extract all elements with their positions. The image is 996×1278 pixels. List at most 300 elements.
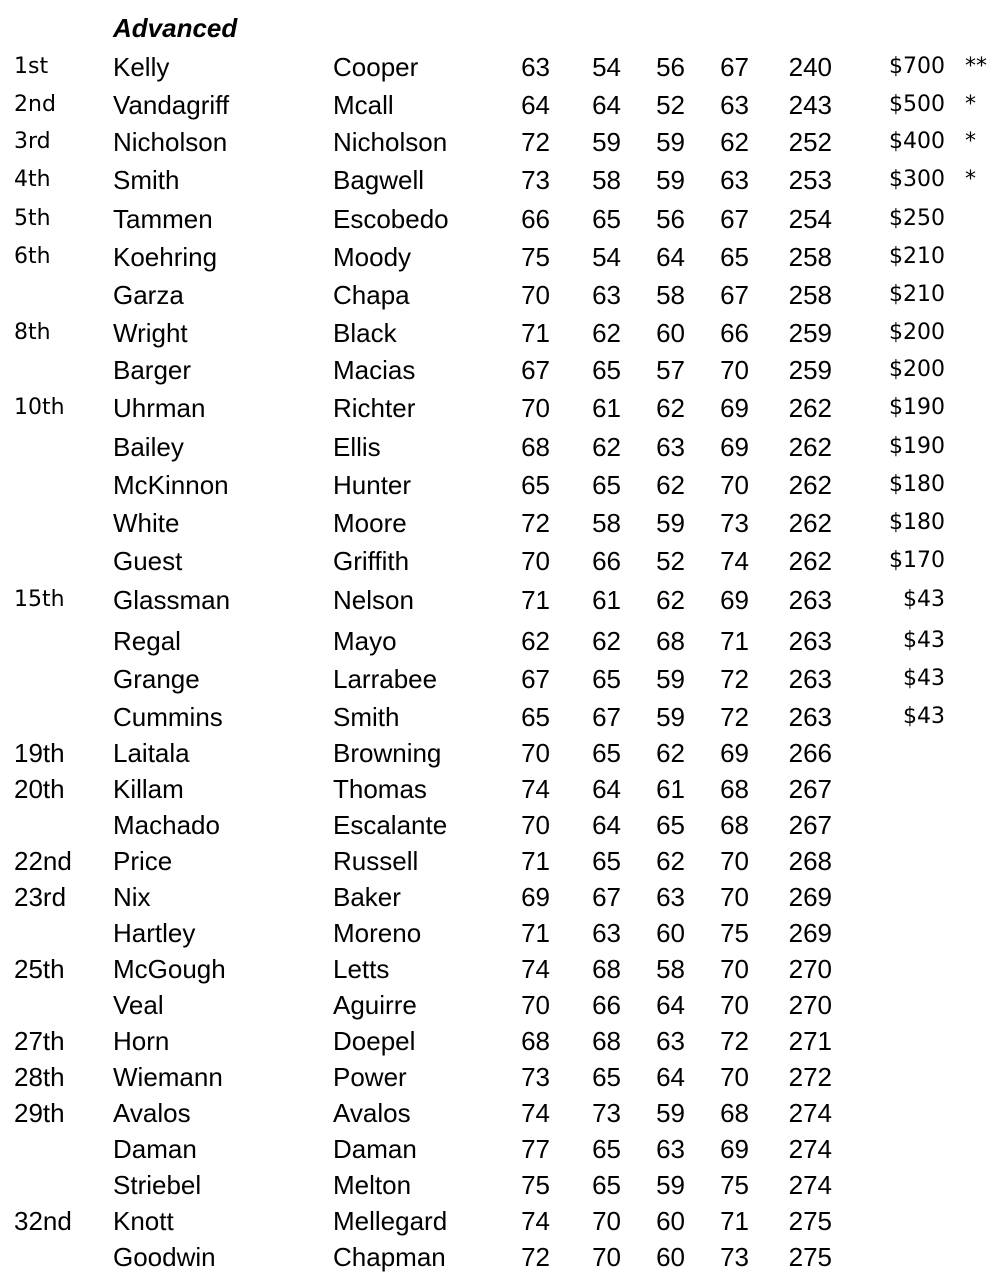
qualifier-mark — [965, 239, 995, 275]
last-name-cell: Black — [333, 318, 397, 348]
round-1-score: 74 — [521, 1098, 550, 1128]
place-cell: 22nd — [14, 846, 72, 876]
prize-amount: $200 — [889, 320, 945, 345]
round-2-score: 62 — [592, 432, 621, 462]
place-cell: 2nd — [14, 92, 56, 117]
place-cell — [14, 1131, 104, 1167]
round-2-score: 58 — [592, 508, 621, 538]
table-row — [0, 699, 996, 735]
total-score: 259 — [788, 355, 832, 385]
round-3-score: 57 — [656, 355, 685, 385]
total-score: 263 — [788, 702, 832, 732]
prize-amount: $190 — [889, 434, 945, 459]
round-4-score: 70 — [720, 990, 749, 1020]
last-name-cell: Avalos — [333, 1098, 411, 1128]
qualifier-mark — [965, 699, 995, 735]
round-3-score: 63 — [656, 1134, 685, 1164]
last-name-cell: Ellis — [333, 432, 381, 462]
table-row — [0, 124, 996, 160]
table-row — [0, 277, 996, 313]
round-3-score: 59 — [656, 664, 685, 694]
qualifier-mark — [965, 201, 995, 237]
prize-amount: $180 — [889, 510, 945, 535]
prize-amount — [850, 771, 945, 807]
round-3-score: 62 — [656, 846, 685, 876]
first-name-cell: Bailey — [113, 432, 184, 462]
round-2-score: 64 — [592, 810, 621, 840]
round-3-score: 59 — [656, 127, 685, 157]
round-2-score: 68 — [592, 954, 621, 984]
table-row — [0, 352, 996, 388]
total-score: 274 — [788, 1098, 832, 1128]
last-name-cell: Aguirre — [333, 990, 417, 1020]
round-1-score: 75 — [521, 242, 550, 272]
table-row — [0, 951, 996, 987]
qualifier-mark — [965, 1239, 995, 1275]
table-row — [0, 1023, 996, 1059]
first-name-cell: Wiemann — [113, 1062, 223, 1092]
last-name-cell: Escobedo — [333, 204, 449, 234]
last-name-cell: Thomas — [333, 774, 427, 804]
table-row — [0, 543, 996, 579]
qualifier-mark — [965, 661, 995, 697]
last-name-cell: Mcall — [333, 90, 394, 120]
round-4-score: 70 — [720, 882, 749, 912]
last-name-cell: Moore — [333, 508, 407, 538]
last-name-cell: Richter — [333, 393, 416, 423]
total-score: 267 — [788, 774, 832, 804]
round-4-score: 74 — [720, 546, 749, 576]
first-name-cell: Nix — [113, 882, 151, 912]
round-3-score: 65 — [656, 810, 685, 840]
qualifier-mark — [965, 582, 995, 618]
place-cell: 19th — [14, 738, 65, 768]
round-1-score: 70 — [521, 738, 550, 768]
total-score: 268 — [788, 846, 832, 876]
round-4-score: 69 — [720, 1134, 749, 1164]
round-2-score: 65 — [592, 846, 621, 876]
prize-amount: $190 — [889, 395, 945, 420]
round-2-score: 62 — [592, 626, 621, 656]
total-score: 267 — [788, 810, 832, 840]
first-name-cell: Hartley — [113, 918, 196, 948]
first-name-cell: Striebel — [113, 1170, 202, 1200]
total-score: 240 — [788, 52, 832, 82]
first-name-cell: Killam — [113, 774, 184, 804]
total-score: 275 — [788, 1242, 832, 1272]
round-1-score: 75 — [521, 1170, 550, 1200]
prize-amount — [850, 1095, 945, 1131]
total-score: 252 — [788, 127, 832, 157]
qualifier-mark — [965, 771, 995, 807]
round-1-score: 68 — [521, 1026, 550, 1056]
table-row — [0, 987, 996, 1023]
prize-amount: $43 — [903, 628, 945, 653]
qualifier-mark — [965, 390, 995, 426]
qualifier-mark: ** — [965, 54, 987, 79]
round-4-score: 69 — [720, 432, 749, 462]
round-2-score: 68 — [592, 1026, 621, 1056]
table-row — [0, 843, 996, 879]
place-cell: 4th — [14, 167, 51, 192]
first-name-cell: Veal — [113, 990, 164, 1020]
last-name-cell: Mayo — [333, 626, 397, 656]
table-row — [0, 201, 996, 237]
prize-amount: $500 — [889, 92, 945, 117]
table-row — [0, 315, 996, 351]
round-1-score: 65 — [521, 470, 550, 500]
total-score: 275 — [788, 1206, 832, 1236]
prize-amount: $250 — [889, 206, 945, 231]
round-2-score: 65 — [592, 1134, 621, 1164]
table-row — [0, 661, 996, 697]
first-name-cell: Laitala — [113, 738, 190, 768]
qualifier-mark — [965, 1203, 995, 1239]
prize-amount — [850, 987, 945, 1023]
round-4-score: 68 — [720, 774, 749, 804]
total-score: 262 — [788, 432, 832, 462]
round-3-score: 62 — [656, 585, 685, 615]
last-name-cell: Moreno — [333, 918, 422, 948]
round-4-score: 70 — [720, 954, 749, 984]
round-1-score: 77 — [521, 1134, 550, 1164]
round-4-score: 70 — [720, 470, 749, 500]
place-cell: 8th — [14, 320, 51, 345]
round-3-score: 52 — [656, 546, 685, 576]
first-name-cell: Smith — [113, 165, 180, 195]
qualifier-mark — [965, 429, 995, 465]
round-3-score: 62 — [656, 470, 685, 500]
qualifier-mark — [965, 1095, 995, 1131]
round-1-score: 69 — [521, 882, 550, 912]
place-cell — [14, 623, 104, 659]
qualifier-mark — [965, 505, 995, 541]
place-cell — [14, 467, 104, 503]
place-cell — [14, 987, 104, 1023]
first-name-cell: White — [113, 508, 180, 538]
round-3-score: 68 — [656, 626, 685, 656]
round-4-score: 72 — [720, 1026, 749, 1056]
round-3-score: 64 — [656, 990, 685, 1020]
place-cell — [14, 661, 104, 697]
round-4-score: 63 — [720, 165, 749, 195]
qualifier-mark: * — [965, 129, 976, 154]
round-3-score: 62 — [656, 393, 685, 423]
round-2-score: 65 — [592, 1062, 621, 1092]
total-score: 263 — [788, 626, 832, 656]
prize-amount — [850, 951, 945, 987]
first-name-cell: Regal — [113, 626, 181, 656]
total-score: 262 — [788, 546, 832, 576]
round-1-score: 71 — [521, 318, 550, 348]
total-score: 266 — [788, 738, 832, 768]
section-title: Advanced — [113, 13, 238, 43]
round-2-score: 65 — [592, 355, 621, 385]
round-2-score: 66 — [592, 546, 621, 576]
place-cell: 1st — [14, 54, 49, 79]
total-score: 271 — [788, 1026, 832, 1056]
round-3-score: 60 — [656, 1206, 685, 1236]
round-1-score: 65 — [521, 702, 550, 732]
table-row — [0, 582, 996, 618]
first-name-cell: Nicholson — [113, 127, 228, 157]
total-score: 254 — [788, 204, 832, 234]
table-row — [0, 1203, 996, 1239]
first-name-cell: Knott — [113, 1206, 174, 1236]
round-4-score: 69 — [720, 585, 749, 615]
first-name-cell: Price — [113, 846, 173, 876]
round-1-score: 70 — [521, 393, 550, 423]
round-4-score: 70 — [720, 1062, 749, 1092]
round-1-score: 73 — [521, 1062, 550, 1092]
prize-amount: $700 — [889, 54, 945, 79]
table-row — [0, 49, 996, 85]
last-name-cell: Russell — [333, 846, 419, 876]
round-2-score: 65 — [592, 470, 621, 500]
qualifier-mark — [965, 915, 995, 951]
first-name-cell: Horn — [113, 1026, 170, 1056]
round-3-score: 62 — [656, 738, 685, 768]
prize-amount — [850, 843, 945, 879]
round-4-score: 71 — [720, 626, 749, 656]
round-3-score: 64 — [656, 1062, 685, 1092]
last-name-cell: Hunter — [333, 470, 412, 500]
last-name-cell: Melton — [333, 1170, 412, 1200]
round-1-score: 71 — [521, 846, 550, 876]
last-name-cell: Moody — [333, 242, 412, 272]
round-1-score: 74 — [521, 954, 550, 984]
prize-amount: $180 — [889, 472, 945, 497]
last-name-cell: Nicholson — [333, 127, 448, 157]
round-3-score: 60 — [656, 1242, 685, 1272]
round-3-score: 58 — [656, 280, 685, 310]
place-cell: 29th — [14, 1098, 65, 1128]
total-score: 243 — [788, 90, 832, 120]
round-2-score: 64 — [592, 774, 621, 804]
qualifier-mark — [965, 843, 995, 879]
round-2-score: 63 — [592, 918, 621, 948]
round-2-score: 66 — [592, 990, 621, 1020]
first-name-cell: Garza — [113, 280, 184, 310]
first-name-cell: Avalos — [113, 1098, 191, 1128]
last-name-cell: Nelson — [333, 585, 414, 615]
total-score: 263 — [788, 585, 832, 615]
prize-amount: $170 — [889, 548, 945, 573]
qualifier-mark — [965, 807, 995, 843]
round-1-score: 72 — [521, 127, 550, 157]
qualifier-mark — [965, 315, 995, 351]
table-row — [0, 429, 996, 465]
total-score: 262 — [788, 470, 832, 500]
qualifier-mark: * — [965, 167, 976, 192]
round-4-score: 69 — [720, 393, 749, 423]
round-1-score: 72 — [521, 508, 550, 538]
place-cell — [14, 352, 104, 388]
table-row — [0, 879, 996, 915]
first-name-cell: Glassman — [113, 585, 231, 615]
round-1-score: 74 — [521, 774, 550, 804]
qualifier-mark — [965, 1023, 995, 1059]
round-3-score: 64 — [656, 242, 685, 272]
round-4-score: 73 — [720, 1242, 749, 1272]
first-name-cell: Koehring — [113, 242, 218, 272]
qualifier-mark — [965, 879, 995, 915]
round-1-score: 64 — [521, 90, 550, 120]
first-name-cell: Barger — [113, 355, 192, 385]
round-4-score: 68 — [720, 810, 749, 840]
last-name-cell: Mellegard — [333, 1206, 448, 1236]
prize-amount: $300 — [889, 167, 945, 192]
table-row — [0, 1239, 996, 1275]
last-name-cell: Chapman — [333, 1242, 446, 1272]
round-2-score: 65 — [592, 204, 621, 234]
place-cell: 28th — [14, 1062, 65, 1092]
prize-amount: $400 — [889, 129, 945, 154]
table-row — [0, 390, 996, 426]
last-name-cell: Browning — [333, 738, 442, 768]
last-name-cell: Daman — [333, 1134, 417, 1164]
total-score: 262 — [788, 508, 832, 538]
place-cell — [14, 543, 104, 579]
last-name-cell: Escalante — [333, 810, 448, 840]
round-3-score: 63 — [656, 432, 685, 462]
round-4-score: 67 — [720, 204, 749, 234]
prize-amount — [850, 879, 945, 915]
first-name-cell: Goodwin — [113, 1242, 216, 1272]
prize-amount: $43 — [903, 704, 945, 729]
table-row — [0, 505, 996, 541]
first-name-cell: Vandagriff — [113, 90, 230, 120]
round-1-score: 70 — [521, 546, 550, 576]
round-1-score: 63 — [521, 52, 550, 82]
qualifier-mark — [965, 352, 995, 388]
prize-amount — [850, 1059, 945, 1095]
qualifier-mark — [965, 467, 995, 503]
table-row — [0, 1059, 996, 1095]
round-1-score: 68 — [521, 432, 550, 462]
table-row — [0, 735, 996, 771]
prize-amount: $43 — [903, 666, 945, 691]
prize-amount: $210 — [889, 244, 945, 269]
table-row — [0, 87, 996, 123]
place-cell — [14, 505, 104, 541]
round-2-score: 70 — [592, 1206, 621, 1236]
round-1-score: 67 — [521, 355, 550, 385]
round-4-score: 66 — [720, 318, 749, 348]
round-2-score: 65 — [592, 1170, 621, 1200]
total-score: 274 — [788, 1134, 832, 1164]
prize-amount — [850, 1023, 945, 1059]
prize-amount — [850, 915, 945, 951]
round-2-score: 59 — [592, 127, 621, 157]
round-2-score: 65 — [592, 664, 621, 694]
round-1-score: 66 — [521, 204, 550, 234]
prize-amount: $210 — [889, 282, 945, 307]
last-name-cell: Letts — [333, 954, 390, 984]
round-4-score: 75 — [720, 1170, 749, 1200]
round-2-score: 54 — [592, 242, 621, 272]
round-2-score: 62 — [592, 318, 621, 348]
place-cell: 20th — [14, 774, 65, 804]
round-3-score: 60 — [656, 918, 685, 948]
prize-amount: $200 — [889, 357, 945, 382]
first-name-cell: Machado — [113, 810, 220, 840]
qualifier-mark — [965, 623, 995, 659]
place-cell: 5th — [14, 206, 51, 231]
first-name-cell: McGough — [113, 954, 226, 984]
qualifier-mark — [965, 543, 995, 579]
total-score: 253 — [788, 165, 832, 195]
first-name-cell: McKinnon — [113, 470, 229, 500]
last-name-cell: Macias — [333, 355, 416, 385]
place-cell — [14, 807, 104, 843]
total-score: 263 — [788, 664, 832, 694]
qualifier-mark: * — [965, 92, 976, 117]
round-1-score: 71 — [521, 585, 550, 615]
round-4-score: 69 — [720, 738, 749, 768]
total-score: 269 — [788, 918, 832, 948]
place-cell: 27th — [14, 1026, 65, 1056]
round-4-score: 67 — [720, 280, 749, 310]
round-3-score: 59 — [656, 1170, 685, 1200]
round-2-score: 65 — [592, 738, 621, 768]
qualifier-mark — [965, 951, 995, 987]
prize-amount — [850, 735, 945, 771]
last-name-cell: Smith — [333, 702, 400, 732]
round-3-score: 63 — [656, 882, 685, 912]
place-cell: 3rd — [14, 129, 51, 154]
round-4-score: 62 — [720, 127, 749, 157]
round-1-score: 72 — [521, 1242, 550, 1272]
round-1-score: 62 — [521, 626, 550, 656]
round-2-score: 67 — [592, 882, 621, 912]
round-1-score: 67 — [521, 664, 550, 694]
round-2-score: 64 — [592, 90, 621, 120]
place-cell — [14, 699, 104, 735]
table-row — [0, 162, 996, 198]
table-row — [0, 915, 996, 951]
last-name-cell: Bagwell — [333, 165, 425, 195]
place-cell: 15th — [14, 587, 65, 612]
prize-amount: $43 — [903, 587, 945, 612]
last-name-cell: Power — [333, 1062, 407, 1092]
round-2-score: 63 — [592, 280, 621, 310]
prize-amount — [850, 807, 945, 843]
table-row — [0, 239, 996, 275]
round-2-score: 73 — [592, 1098, 621, 1128]
table-row — [0, 1131, 996, 1167]
round-4-score: 72 — [720, 664, 749, 694]
prize-amount — [850, 1203, 945, 1239]
round-2-score: 61 — [592, 393, 621, 423]
round-3-score: 56 — [656, 52, 685, 82]
last-name-cell: Chapa — [333, 280, 410, 310]
qualifier-mark — [965, 1131, 995, 1167]
round-4-score: 72 — [720, 702, 749, 732]
total-score: 269 — [788, 882, 832, 912]
last-name-cell: Larrabee — [333, 664, 438, 694]
round-3-score: 52 — [656, 90, 685, 120]
table-row — [0, 1167, 996, 1203]
first-name-cell: Cummins — [113, 702, 223, 732]
table-row — [0, 623, 996, 659]
round-4-score: 75 — [720, 918, 749, 948]
total-score: 274 — [788, 1170, 832, 1200]
total-score: 272 — [788, 1062, 832, 1092]
place-cell: 23rd — [14, 882, 67, 912]
total-score: 270 — [788, 954, 832, 984]
round-2-score: 67 — [592, 702, 621, 732]
